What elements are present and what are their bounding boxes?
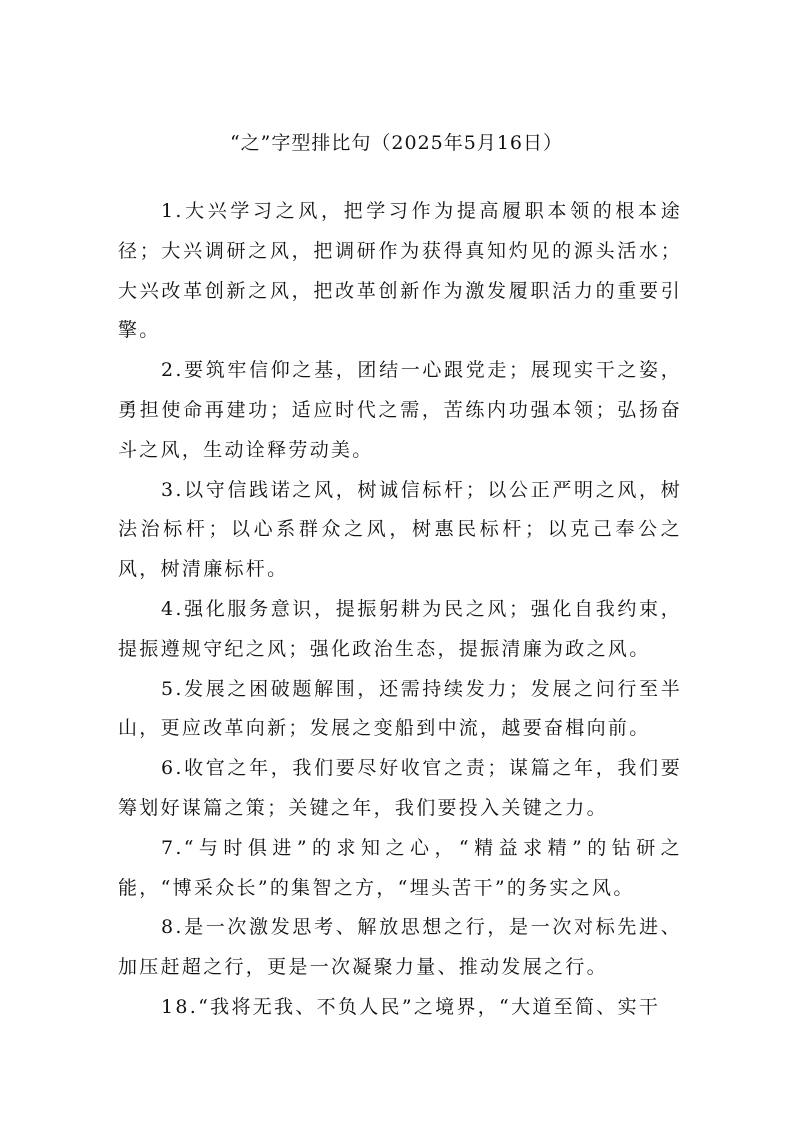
paragraph-5 [118,670,682,750]
paragraph-number: 4. [161,597,184,620]
paragraph-number: 2. [161,359,184,382]
paragraph-number: 8. [161,916,184,939]
paragraph-1 [118,192,682,351]
paragraph-number: 18. [161,995,199,1018]
document-body [118,192,682,1028]
paragraph-text: 要筑牢信仰之基，团结一心跟党走；展现实干之姿，勇担使命再建功；适应时代之需，苦练内功强本领；弘扬奋斗之风，生动诠释劳动美。 [118,359,682,461]
paragraph-number: 3. [161,478,184,501]
paragraph-text: 大兴学习之风，把学习作为提高履职本领的根本途径；大兴调研之风，把调研作为获得真知灼见的源头活水；大兴改革创新之风，把改革创新作为激发履职活力的重要引擎。 [118,200,682,342]
paragraph-number: 6. [161,757,184,780]
document-title: “之”字型排比句（2025年5月16日） [229,132,564,154]
paragraph-8 [118,908,682,988]
paragraph-18 [118,988,682,1028]
paragraph-2 [118,351,682,470]
paragraph-7 [118,829,682,909]
paragraph-text: 是一次激发思考、解放思想之行，是一次对标先进、加压赶超之行，更是一次凝聚力量、推动发展之行。 [118,916,682,979]
paragraph-number: 5. [161,677,184,700]
paragraph-text: “与时俱进”的求知之心，“精益求精”的钻研之能，“博采众长”的集智之方，“埋头苦干”的务实之风。 [118,836,682,899]
paragraph-text: “我将无我、不负人民”之境界，“大道至简、实干 [198,995,661,1018]
paragraph-3 [118,471,682,590]
paragraph-number: 1. [161,200,184,222]
paragraph-6 [118,749,682,829]
paragraph-4 [118,590,682,670]
paragraph-text: 收官之年，我们要尽好收官之责；谋篇之年，我们要筹划好谋篇之策；关键之年，我们要投入关键之力。 [118,757,682,819]
paragraph-text: 发展之困破题解围，还需持续发力；发展之问行至半山，更应改革向新；发展之变船到中流，越要奋楫向前。 [118,677,682,740]
paragraph-text: 以守信践诺之风，树诚信标杆；以公正严明之风，树法治标杆；以心系群众之风，树惠民标杆；以克己奉公之风，树清廉标杆。 [118,478,682,581]
paragraph-number: 7. [161,836,184,859]
paragraph-text: 强化服务意识，提振躬耕为民之风；强化自我约束，提振遵规守纪之风；强化政治生态，提振清廉为政之风。 [118,597,682,660]
